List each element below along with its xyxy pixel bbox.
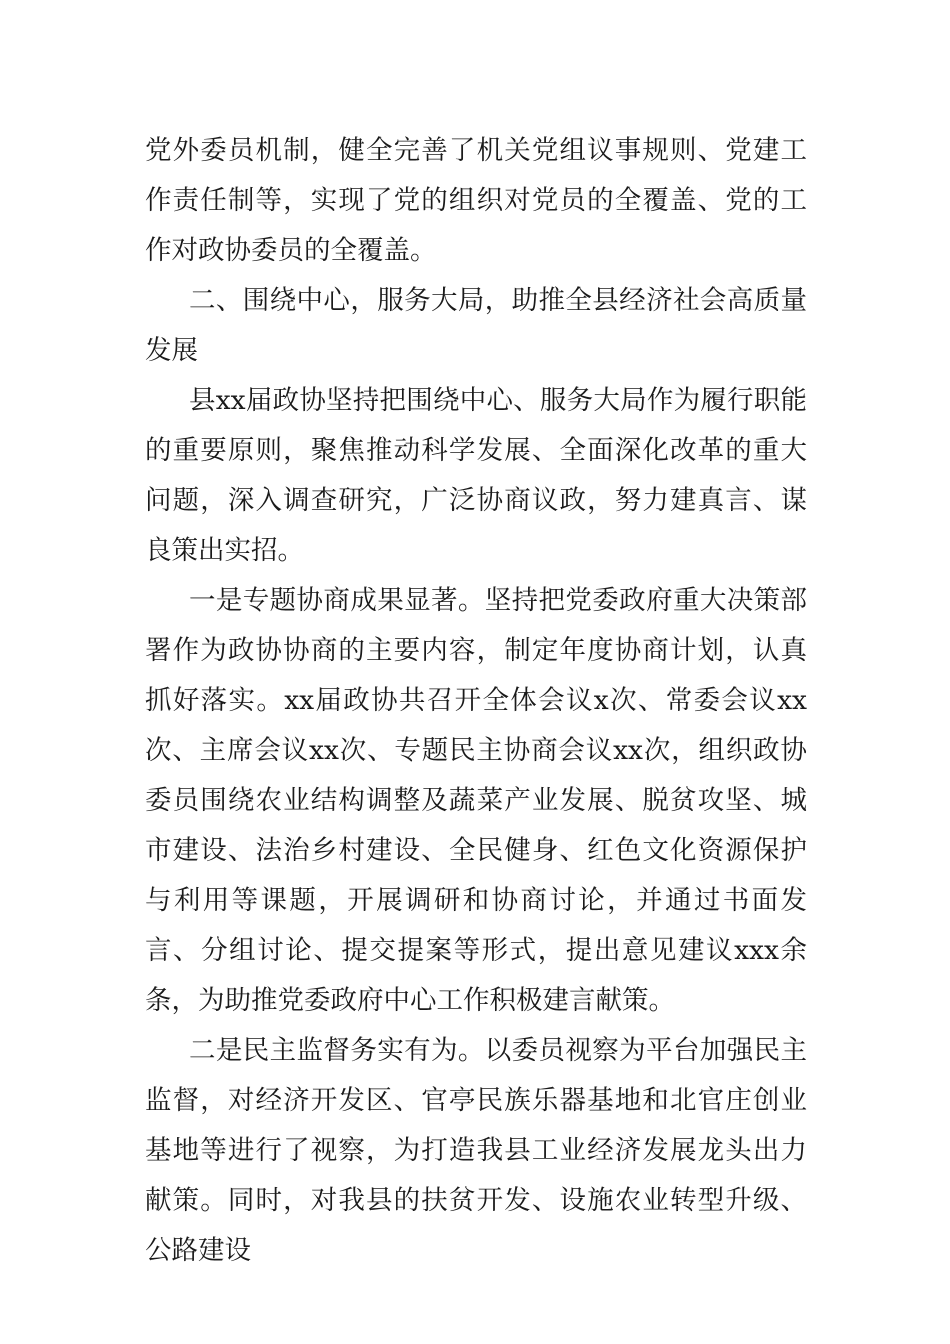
paragraph-intro: 县xx届政协坚持把围绕中心、服务大局作为履行职能的重要原则，聚焦推动科学发展、全面深化改革的重大问题，深入调查研究，广泛协商议政，努力建真言、谋良策出实招。 <box>145 385 807 566</box>
paragraph-supervision: 二是民主监督务实有为。以委员视察为平台加强民主监督，对经济开发区、官亭民族乐器基地和北官庄创业基地等进行了视察，为打造我县工业经济发展龙头出力献策。同时，对我县的扶贫开发、设施农业转型升级、公路建设 <box>145 1035 807 1266</box>
paragraph-consultation: 一是专题协商成果显著。坚持把党委政府重大决策部署作为政协协商的主要内容，制定年度协商计划，认真抓好落实。xx届政协共召开全体会议x次、常委会议xx次、主席会议xx次、专题民主协商会议xx次，组织政协委员围绕农业结构调整及蔬菜产业发展、脱贫攻坚、城市建设、法治乡村建设、全民健身、红色文化资源保护与利用等课题，开展调研和协商讨论，并通过书面发言、分组讨论、提交提案等形式，提出意见建议xxx余条，为助推党委政府中心工作积极建言献策。 <box>145 585 807 1016</box>
section-heading: 二、围绕中心，服务大局，助推全县经济社会高质量发展 <box>145 285 807 366</box>
document-page <box>145 126 807 1276</box>
paragraph-continuation: 党外委员机制，健全完善了机关党组议事规则、党建工作责任制等，实现了党的组织对党员的全覆盖、党的工作对政协委员的全覆盖。 <box>145 135 807 266</box>
